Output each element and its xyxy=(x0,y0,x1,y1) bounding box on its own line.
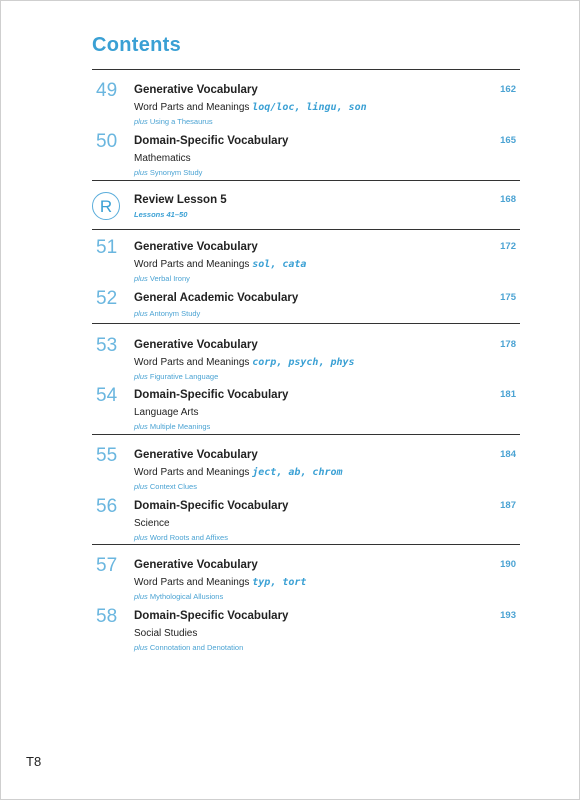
word-parts: ject, ab, chrom xyxy=(252,467,343,478)
page-number: 172 xyxy=(500,241,516,252)
lesson-number: 58 xyxy=(96,606,118,627)
lesson-heading: Domain-Specific Vocabulary xyxy=(134,135,289,147)
lesson-heading: Review Lesson 5 xyxy=(134,194,227,206)
page-number: 162 xyxy=(500,84,516,95)
section-divider xyxy=(92,69,520,70)
lesson-number: 50 xyxy=(96,131,118,152)
page-number: 181 xyxy=(500,389,516,400)
review-badge-icon: R xyxy=(92,192,120,220)
lesson-plus-topic: plus Using a Thesaurus xyxy=(134,117,213,126)
section-divider xyxy=(92,323,520,324)
lesson-heading: Domain-Specific Vocabulary xyxy=(134,610,289,622)
lesson-heading: Domain-Specific Vocabulary xyxy=(134,389,289,401)
section-divider xyxy=(92,180,520,181)
section-divider xyxy=(92,229,520,230)
page-number: 184 xyxy=(500,449,516,460)
lesson-subtitle: Language Arts xyxy=(134,407,199,418)
page-number: 175 xyxy=(500,292,516,303)
lesson-plus-topic: plus Context Clues xyxy=(134,482,197,491)
lesson-subtitle: Word Parts and Meanings corp, psych, phys xyxy=(134,357,355,368)
word-parts: corp, psych, phys xyxy=(252,357,355,368)
lesson-plus-topic: plus Antonym Study xyxy=(134,309,201,318)
lesson-heading: Domain-Specific Vocabulary xyxy=(134,500,289,512)
word-parts: loq/loc, lingu, son xyxy=(252,102,367,113)
lesson-plus-topic: plus Mythological Allusions xyxy=(134,592,224,601)
lesson-number: 52 xyxy=(96,288,118,309)
lesson-subtitle: Word Parts and Meanings typ, tort xyxy=(134,577,307,588)
folio-page-number: T8 xyxy=(26,754,42,769)
section-divider xyxy=(92,544,520,545)
lesson-heading: Generative Vocabulary xyxy=(134,84,258,96)
lesson-heading: Generative Vocabulary xyxy=(134,339,258,351)
lesson-number: 53 xyxy=(96,335,118,356)
lesson-subtitle: Word Parts and Meanings ject, ab, chrom xyxy=(134,467,343,478)
page-number: 187 xyxy=(500,500,516,511)
lesson-plus-topic: plus Figurative Language xyxy=(134,372,219,381)
lesson-subtitle: Social Studies xyxy=(134,628,198,639)
lesson-subtitle: Science xyxy=(134,518,170,529)
lesson-number: 56 xyxy=(96,496,118,517)
lesson-heading: General Academic Vocabulary xyxy=(134,292,299,304)
review-range: Lessons 41–50 xyxy=(134,210,188,219)
lesson-heading: Generative Vocabulary xyxy=(134,449,258,461)
lesson-plus-topic: plus Synonym Study xyxy=(134,168,203,177)
section-divider xyxy=(92,434,520,435)
lesson-number: 54 xyxy=(96,385,118,406)
lesson-plus-topic: plus Connotation and Denotation xyxy=(134,643,244,652)
page-number: 193 xyxy=(500,610,516,621)
lesson-subtitle: Word Parts and Meanings loq/loc, lingu, son xyxy=(134,102,367,113)
lesson-plus-topic: plus Word Roots and Affixes xyxy=(134,533,228,542)
lesson-heading: Generative Vocabulary xyxy=(134,241,258,253)
word-parts: sol, cata xyxy=(252,259,307,270)
word-parts: typ, tort xyxy=(252,577,307,588)
page-number: 168 xyxy=(500,194,516,205)
lesson-number: 51 xyxy=(96,237,118,258)
lesson-number: 55 xyxy=(96,445,118,466)
lesson-number: 49 xyxy=(96,80,118,101)
page-number: 190 xyxy=(500,559,516,570)
page-number: 165 xyxy=(500,135,516,146)
lesson-subtitle: Mathematics xyxy=(134,153,191,164)
lesson-number: 57 xyxy=(96,555,118,576)
page-title: Contents xyxy=(92,34,182,56)
lesson-plus-topic: plus Multiple Meanings xyxy=(134,422,211,431)
page-number: 178 xyxy=(500,339,516,350)
lesson-plus-topic: plus Verbal Irony xyxy=(134,274,190,283)
lesson-heading: Generative Vocabulary xyxy=(134,559,258,571)
lesson-subtitle: Word Parts and Meanings sol, cata xyxy=(134,259,307,270)
